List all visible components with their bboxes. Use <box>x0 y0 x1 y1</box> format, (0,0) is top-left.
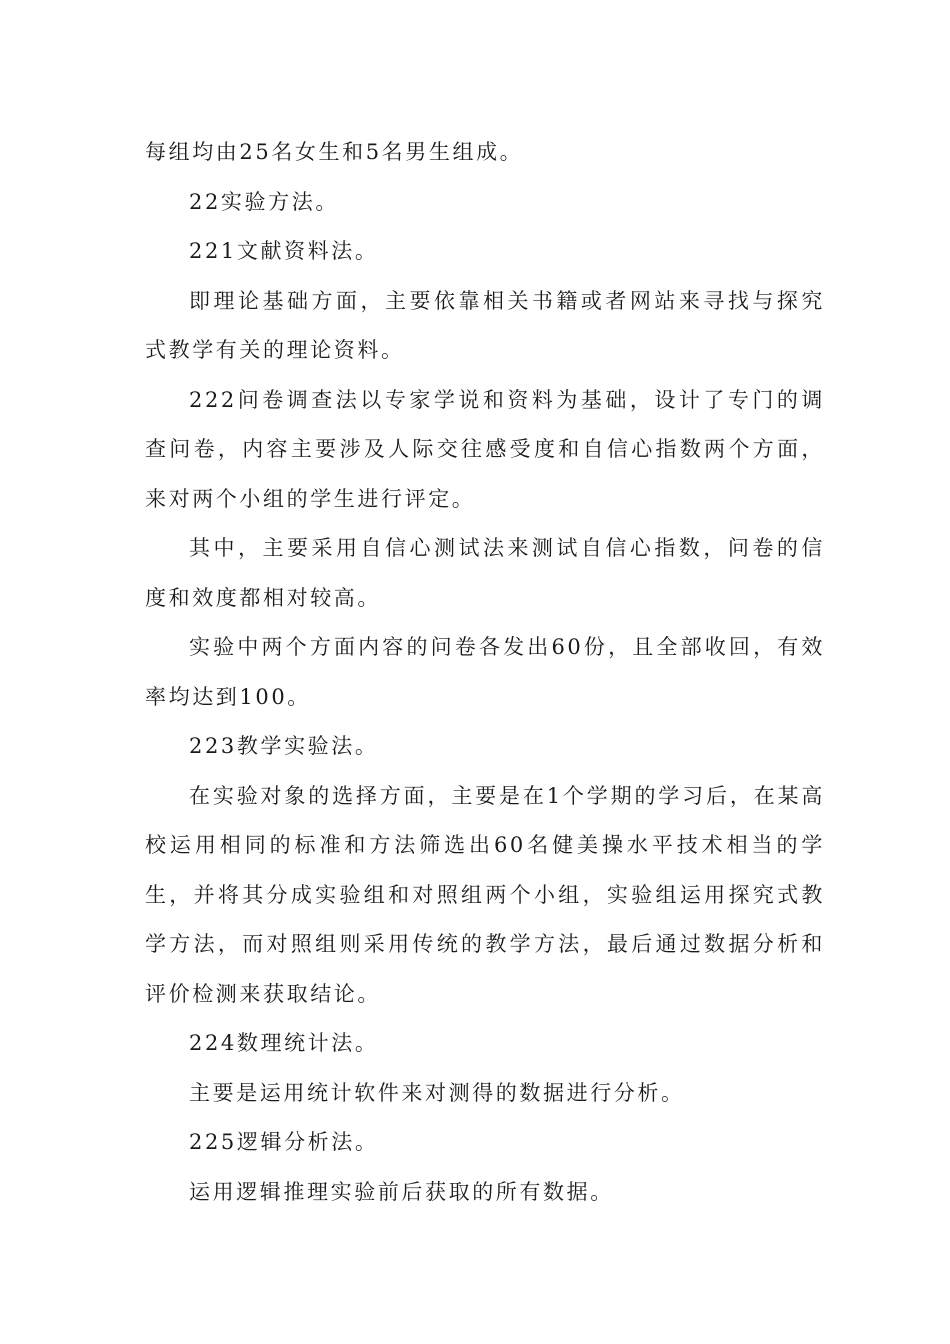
heading-literature-method: 221文献资料法。 <box>189 239 379 263</box>
heading-statistics-method: 224数理统计法。 <box>189 1031 379 1055</box>
document-body <box>145 128 825 1217</box>
paragraph-questionnaire-return: 实验中两个方面内容的问卷各发出60份，且全部收回，有效率均达到100。 <box>145 635 825 709</box>
paragraph-logic-analysis: 运用逻辑推理实验前后获取的所有数据。 <box>189 1179 614 1204</box>
heading-experiment-methods: 22实验方法。 <box>189 189 339 214</box>
paragraph-confidence-test: 其中，主要采用自信心测试法来测试自信心指数，问卷的信度和效度都相对较高。 <box>145 536 825 610</box>
paragraph-literature-method: 即理论基础方面，主要依靠相关书籍或者网站来寻找与探究式教学有关的理论资料。 <box>145 288 825 362</box>
paragraph-questionnaire-method: 222问卷调查法以专家学说和资料为基础，设计了专门的调查问卷，内容主要涉及人际交往感受度和自信心指数两个方面，来对两个小组的学生进行评定。 <box>145 387 825 511</box>
paragraph-teaching-experiment: 在实验对象的选择方面，主要是在1个学期的学习后，在某高校运用相同的标准和方法筛选出60名健美操水平技术相当的学生，并将其分成实验组和对照组两个小组，实验组运用探究式教学方法，而对照组则采用传统的教学方法，最后通过数据分析和评价检测来获取结论。 <box>145 783 825 1006</box>
heading-logic-analysis: 225逻辑分析法。 <box>189 1130 379 1154</box>
paragraph-statistics-method: 主要是运用统计软件来对测得的数据进行分析。 <box>189 1080 685 1105</box>
heading-teaching-experiment: 223教学实验法。 <box>189 734 379 758</box>
paragraph-group-composition: 每组均由25名女生和5名男生组成。 <box>145 140 524 164</box>
